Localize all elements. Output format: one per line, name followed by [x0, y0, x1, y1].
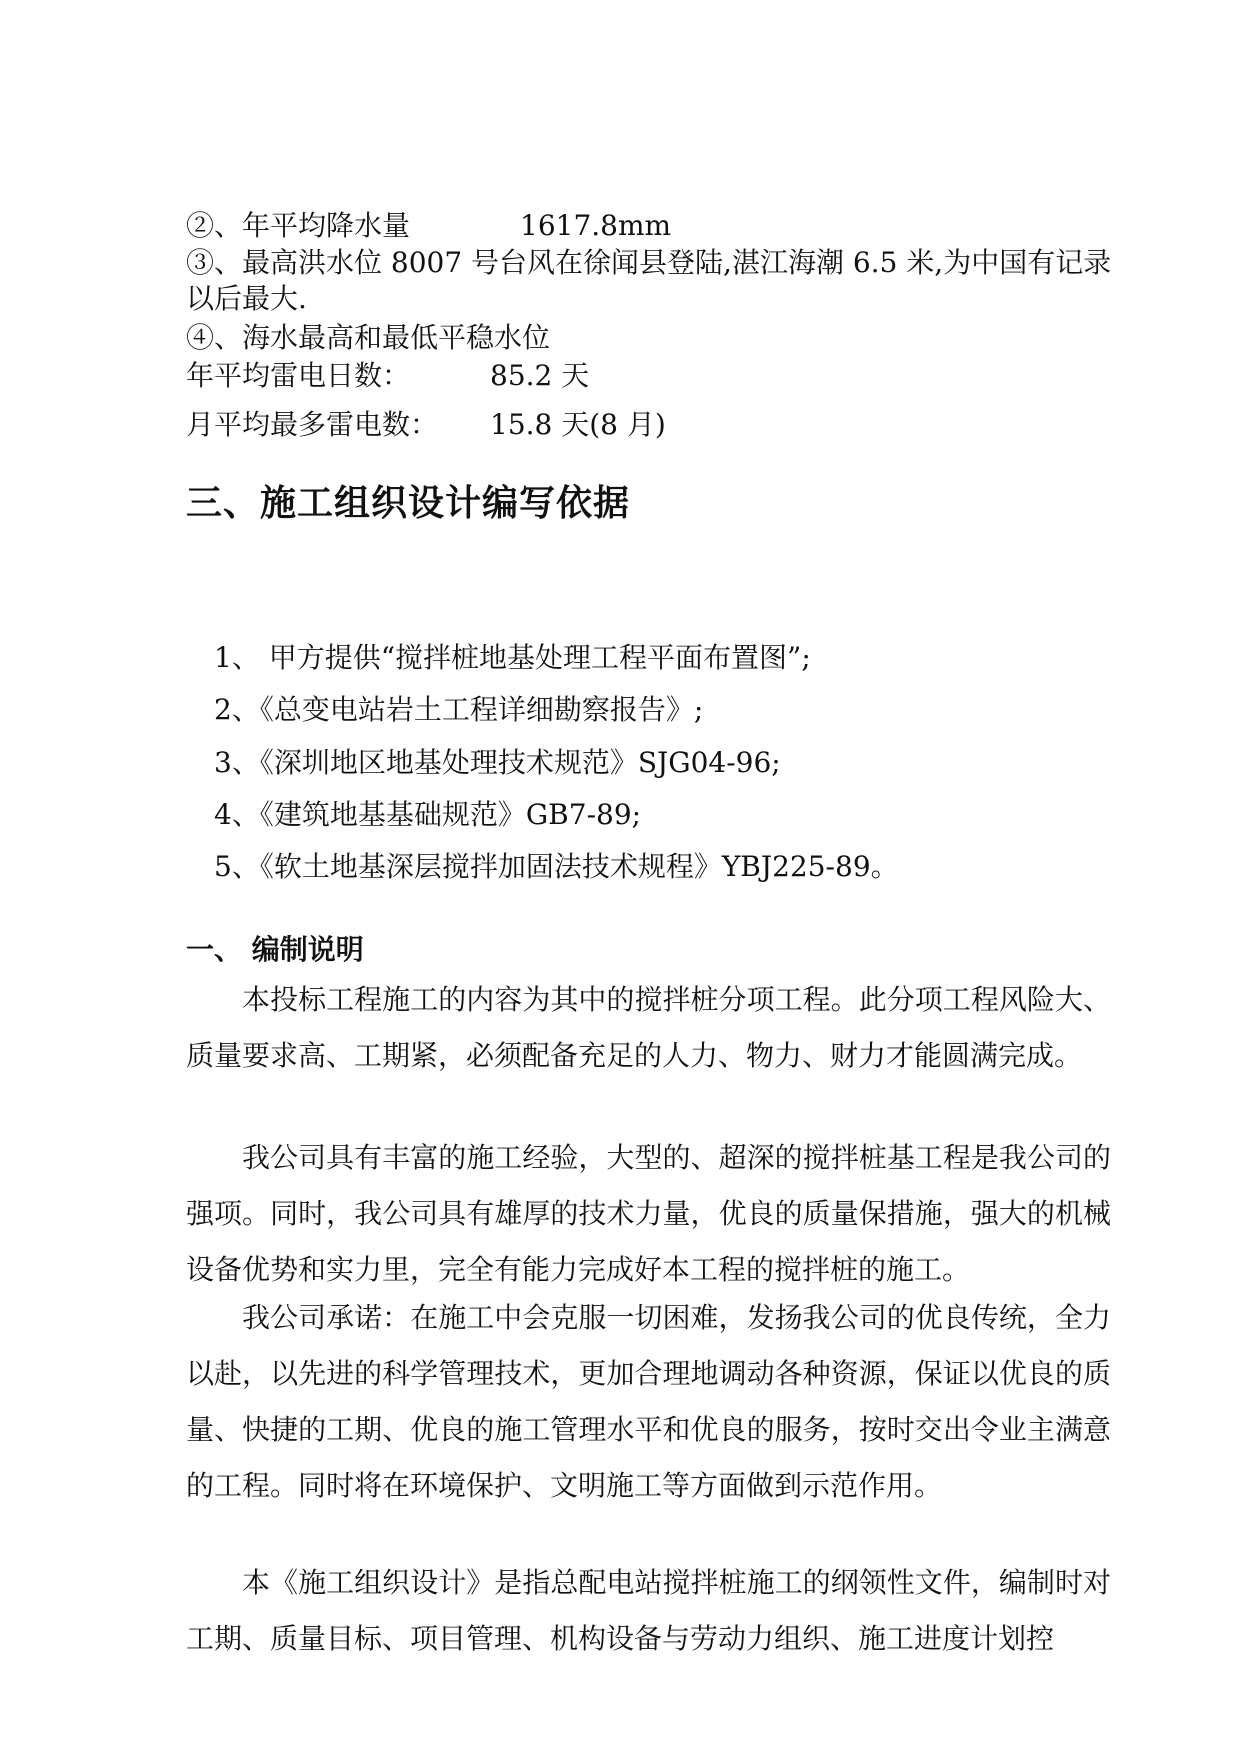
thunder-year-label: 年平均雷电日数： — [186, 359, 411, 392]
rainfall-line — [186, 208, 671, 244]
paragraph-1-rest: 、质量要求高、工期紧，必须配备充足的人力、物力、财力才能圆满完成。 — [186, 983, 1111, 1072]
thunder-year-value: 85.2 天 — [490, 359, 590, 392]
section-3-heading: 三、施工组织设计编写依据 — [186, 483, 631, 524]
flood-level-text: ③、最高洪水位 8007 号台风在徐闻县登陆,湛江海潮 6.5 米,为中国有记录以后最大. — [186, 246, 1112, 315]
paragraph-3: 我公司承诺：在施工中会克服一切困难，发扬我公司的优良传统，全力以赴，以先进的科学管理技术，更加合理地调动各种资源，保证以优良的质量、快捷的工期、优良的施工管理水平和优良的服务，按时交出令业主满意的工程。同时将在环境保护、文明施工等方面做到示范作用。 — [186, 1301, 1111, 1502]
thunder-year-line — [186, 358, 589, 394]
thunder-month-value: 15.8 天(8 月) — [490, 408, 666, 441]
paragraph-4: 本《施工组织设计》是指总配电站搅拌桩施工的纲领性文件，编制时对工期、质量目标、项目管理、机构设备与劳动力组织、施工进度计划控 — [186, 1566, 1111, 1655]
sea-level-text: ④、海水最高和最低平稳水位 — [186, 321, 551, 354]
rainfall-label: ②、年平均降水量 — [186, 209, 411, 242]
paragraph-1-lead: 本投标工程施工的内容为其中的搅拌桩分项工程。此分项工程风险大 — [242, 983, 1083, 1016]
basis-item-5: 5、《软土地基深层搅拌加固法技术规程》YBJ225-89。 — [214, 850, 899, 883]
paragraph-1 — [186, 972, 1111, 1084]
section-1-heading: 一、 编制说明 — [186, 933, 364, 966]
thunder-month-line — [186, 407, 666, 443]
basis-item-2: 2、《总变电站岩土工程详细勘察报告》; — [214, 693, 704, 726]
thunder-month-label: 月平均最多雷电数： — [186, 408, 439, 441]
basis-item-4: 4、《建筑地基基础规范》GB7-89; — [214, 798, 642, 831]
basis-item-3: 3、《深圳地区地基处理技术规范》SJG04-96; — [214, 746, 781, 779]
paragraph-2: 我公司具有丰富的施工经验，大型的、超深的搅拌桩基工程是我公司的强项。同时，我公司具有雄厚的技术力量，优良的质量保措施，强大的机械设备优势和实力里，完全有能力完成好本工程的搅拌桩的施工。 — [186, 1141, 1111, 1286]
rainfall-value: 1617.8mm — [520, 209, 672, 242]
basis-item-1: 1、 甲方提供“搅拌桩地基处理工程平面布置图”; — [214, 641, 811, 674]
